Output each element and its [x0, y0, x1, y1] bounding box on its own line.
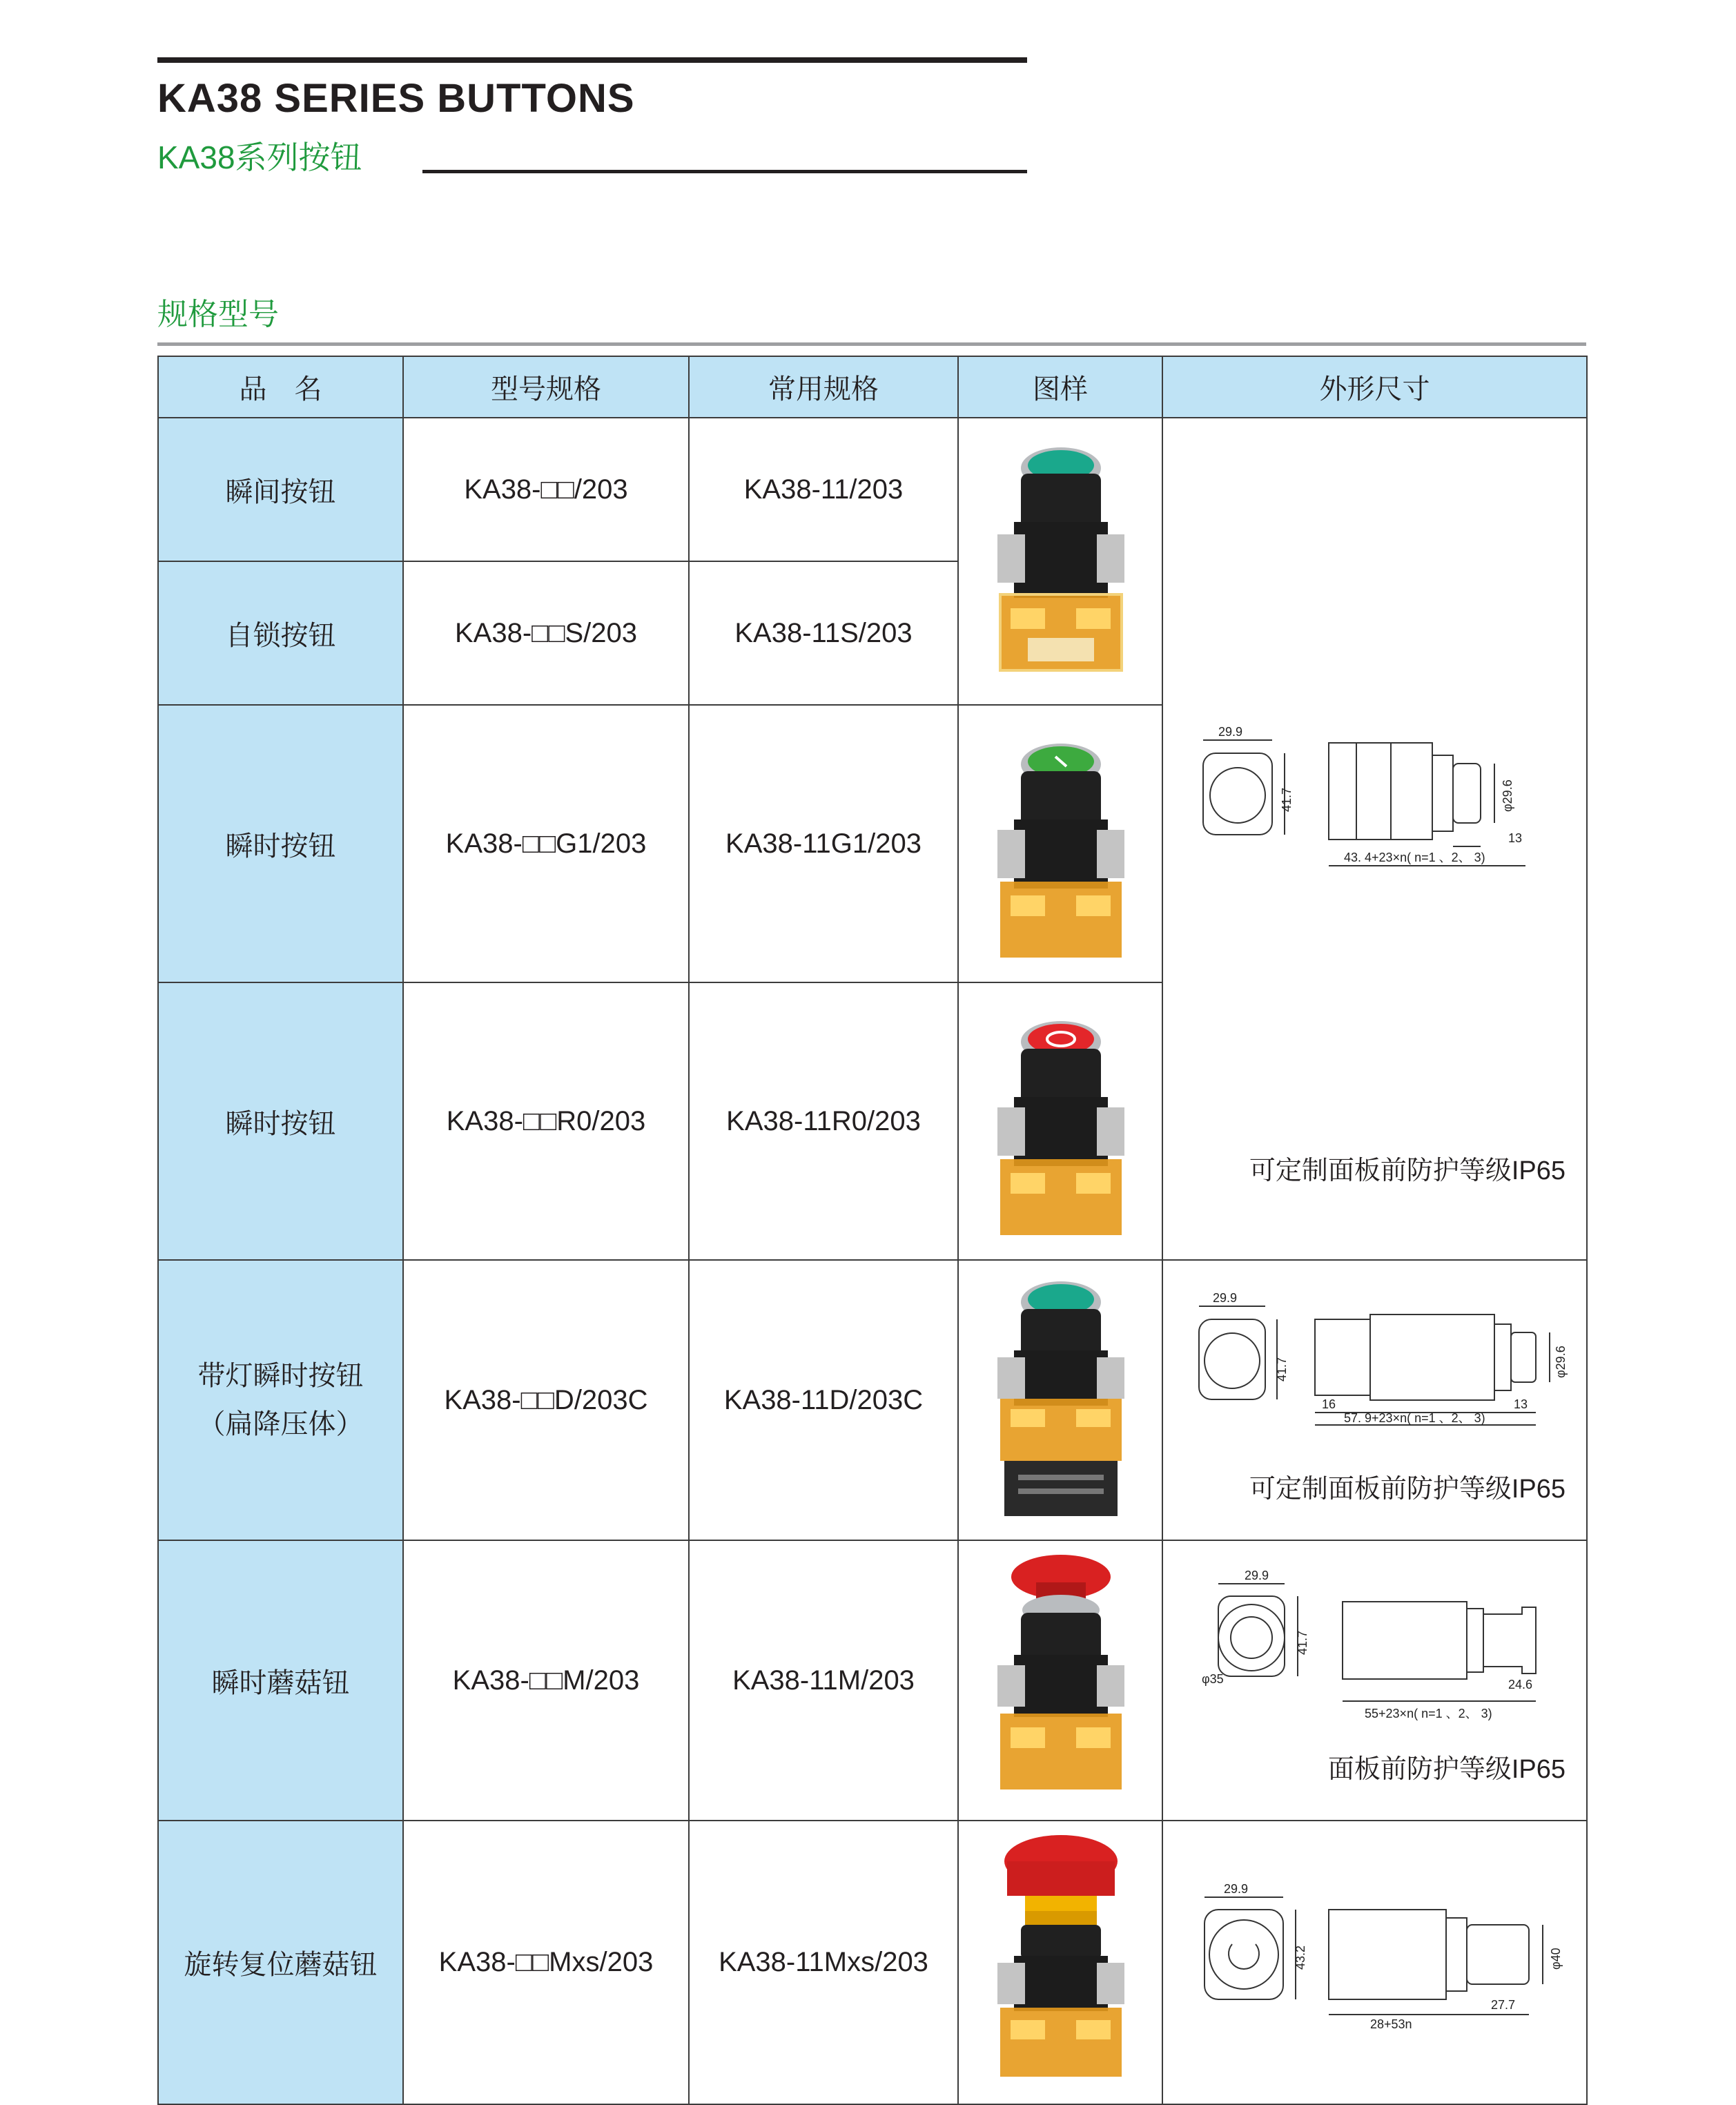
page-subtitle: KA38系列按钮 — [157, 139, 362, 175]
dim-offset-label: 13 — [1514, 1397, 1528, 1411]
dim-offset-b-label: 16 — [1322, 1397, 1336, 1411]
dim-height-label: 43.2 — [1294, 1945, 1307, 1970]
model-spec: KA38-□□M/203 — [403, 1540, 689, 1821]
product-photo-cell — [958, 1260, 1162, 1540]
protection-note: 面板前防护等级IP65 — [1327, 1755, 1566, 1784]
dim-height-label: 41.7 — [1296, 1630, 1309, 1655]
common-spec: KA38-11G1/203 — [689, 705, 958, 982]
model-spec: KA38-□□/203 — [403, 418, 689, 561]
dim-height-label: 41.7 — [1280, 787, 1294, 812]
product-name: 瞬间按钮 — [158, 418, 403, 561]
flush-button-green-image — [959, 418, 1163, 697]
protection-note: 可定制面板前防护等级IP65 — [1249, 1475, 1566, 1504]
table-row — [158, 1540, 1587, 1821]
dim-diameter-label: φ35 — [1202, 1672, 1224, 1686]
mushroom-button-image — [959, 1541, 1163, 1813]
product-photo-cell — [958, 1821, 1162, 2104]
dim-width-label: 29.9 — [1245, 1569, 1269, 1582]
spec-table — [157, 356, 1588, 2105]
dim-length-label: 55+23×n( n=1 、2、 3) — [1365, 1707, 1492, 1720]
header-name: 品 名 — [158, 356, 403, 418]
product-photo-cell — [958, 982, 1162, 1260]
product-name-cell — [158, 1260, 403, 1540]
dim-height-label: 41.7 — [1275, 1357, 1289, 1381]
dimension-cell-led — [1162, 1260, 1587, 1540]
dimension-drawing-twist — [1163, 1821, 1588, 2097]
protection-note: 可定制面板前防护等级IP65 — [1249, 1156, 1566, 1185]
product-name-line2: （扁降压体） — [197, 1409, 364, 1439]
dim-offset-label: 13 — [1508, 831, 1523, 845]
dim-offset-label: 24.6 — [1508, 1678, 1533, 1691]
product-name: 旋转复位蘑菇钮 — [158, 1821, 403, 2104]
common-spec: KA38-11S/203 — [689, 561, 958, 705]
illuminated-button-image — [959, 1261, 1163, 1533]
model-spec: KA38-□□Mxs/203 — [403, 1821, 689, 2104]
product-photo-cell — [958, 418, 1162, 705]
common-spec: KA38-11D/203C — [689, 1260, 958, 1540]
section-rule — [157, 342, 1586, 346]
model-spec: KA38-□□R0/203 — [403, 982, 689, 1260]
product-name: 自锁按钮 — [158, 561, 403, 705]
dim-diameter-label: φ29.6 — [1554, 1346, 1568, 1378]
common-spec: KA38-11R0/203 — [689, 982, 958, 1260]
dimension-cell-twist — [1162, 1821, 1587, 2104]
product-name: 带灯瞬时按钮 — [197, 1361, 364, 1391]
product-photo-cell — [958, 705, 1162, 982]
product-name: 瞬时按钮 — [158, 982, 403, 1260]
button-red-o-image — [959, 983, 1163, 1252]
header-common: 常用规格 — [689, 356, 958, 418]
section-title: 规格型号 — [157, 298, 279, 331]
dim-width-label: 29.9 — [1213, 1291, 1238, 1305]
dim-length-label: 28+53n — [1370, 2017, 1412, 2031]
table-row — [158, 418, 1587, 561]
header-dimensions: 外形尺寸 — [1162, 356, 1587, 418]
model-spec: KA38-□□S/203 — [403, 561, 689, 705]
button-green-i-image — [959, 706, 1163, 975]
title-top-rule — [157, 57, 1027, 63]
product-name: 瞬时蘑菇钮 — [158, 1540, 403, 1821]
model-spec: KA38-□□D/203C — [403, 1260, 689, 1540]
dim-diameter-label: φ29.6 — [1501, 779, 1514, 812]
page-title: KA38 SERIES BUTTONS — [157, 76, 635, 121]
dim-width-label: 29.9 — [1224, 1882, 1249, 1896]
dim-length-label: 57. 9+23×n( n=1 、2、 3) — [1344, 1411, 1485, 1425]
product-photo-cell — [958, 1540, 1162, 1821]
common-spec: KA38-11Mxs/203 — [689, 1821, 958, 2104]
dimension-drawing-flush — [1163, 418, 1588, 1256]
subtitle-rule — [422, 170, 1027, 173]
dimension-cell-group1 — [1162, 418, 1587, 1260]
product-name: 瞬时按钮 — [158, 705, 403, 982]
twist-release-mushroom-image — [959, 1821, 1163, 2097]
table-row — [158, 1821, 1587, 2104]
common-spec: KA38-11M/203 — [689, 1540, 958, 1821]
table-row — [158, 1260, 1587, 1540]
dim-length-label: 43. 4+23×n( n=1 、2、 3) — [1344, 851, 1485, 864]
table-header-row — [158, 356, 1587, 418]
dim-offset-label: 27.7 — [1491, 1998, 1516, 2012]
dimension-cell-mushroom — [1162, 1540, 1587, 1821]
common-spec: KA38-11/203 — [689, 418, 958, 561]
dim-width-label: 29.9 — [1218, 725, 1243, 739]
model-spec: KA38-□□G1/203 — [403, 705, 689, 982]
header-model: 型号规格 — [403, 356, 689, 418]
header-image: 图样 — [958, 356, 1162, 418]
dim-diameter-label: φ40 — [1549, 1948, 1563, 1970]
